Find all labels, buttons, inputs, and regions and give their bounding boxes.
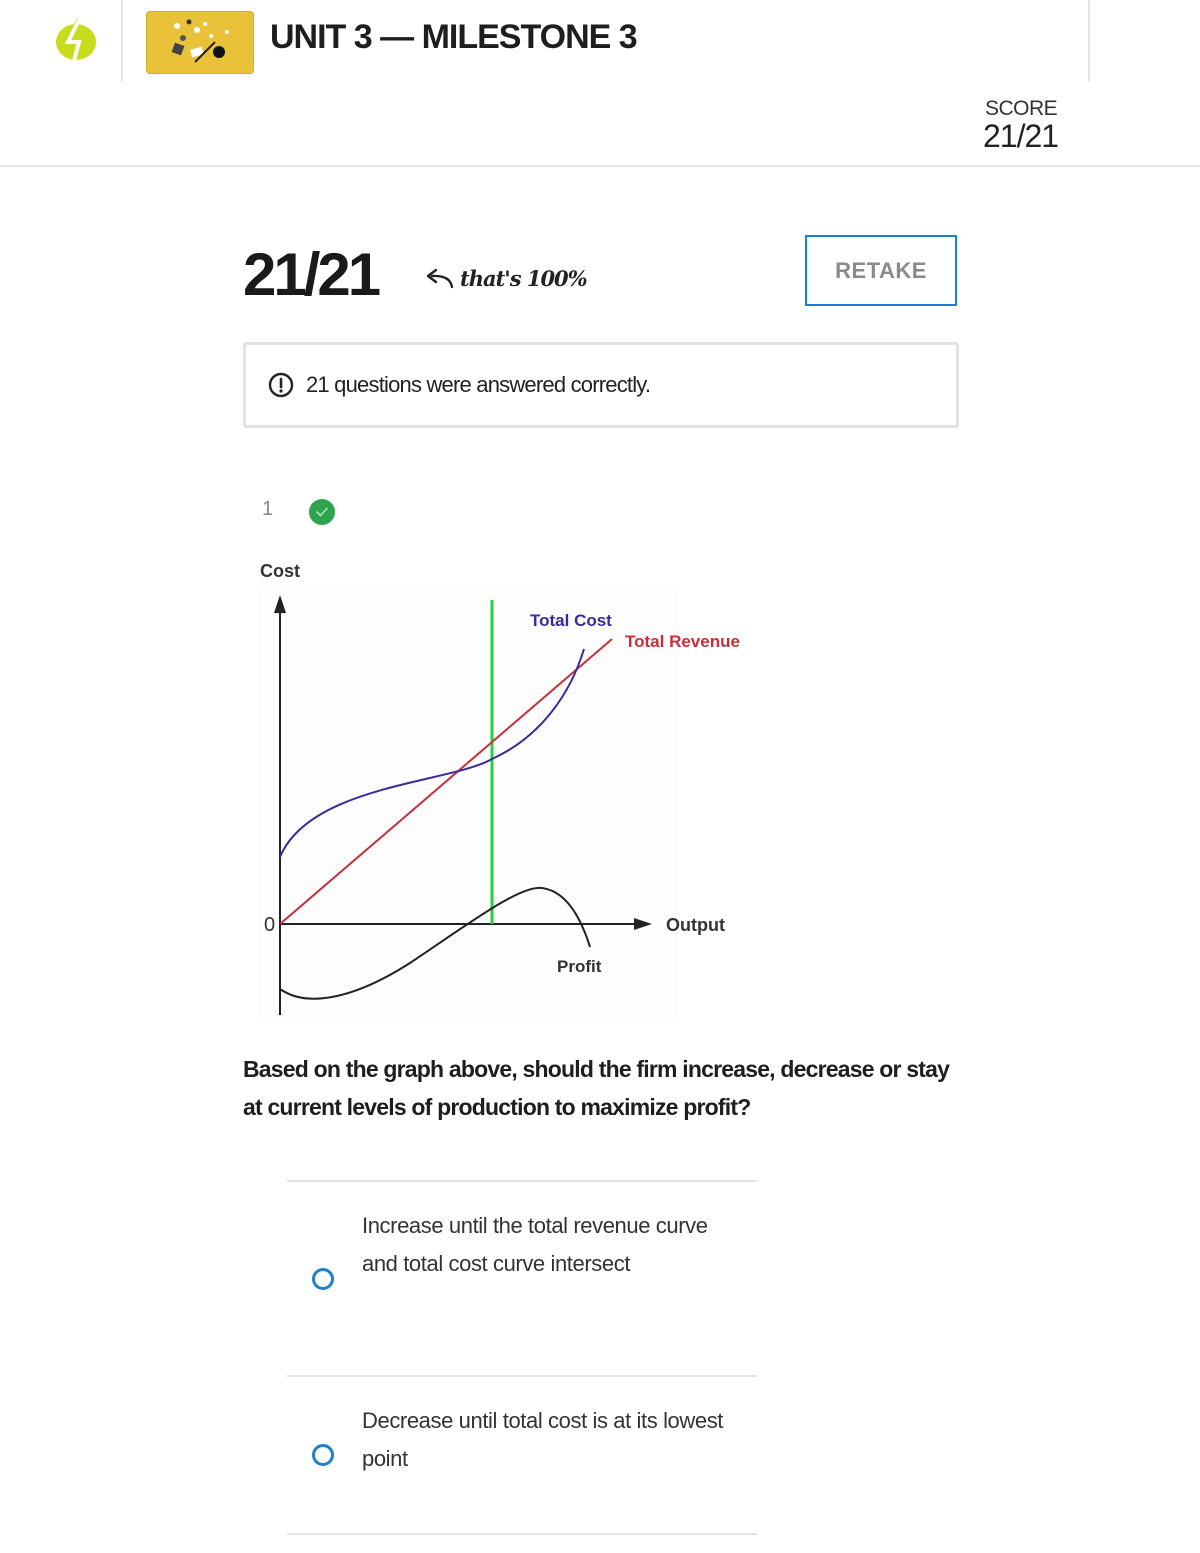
question-number: 1: [262, 498, 274, 520]
info-text: 21 questions were answered correctly.: [306, 372, 651, 397]
option-radio-1[interactable]: [312, 1268, 334, 1290]
milestone-thumbnail-icon: [146, 11, 254, 74]
result-score: 21/21: [243, 241, 379, 308]
total-cost-label: Total Cost: [530, 611, 612, 630]
header-divider-right: [1088, 0, 1090, 82]
result-info-box: [243, 342, 959, 428]
sophia-logo-icon[interactable]: [50, 12, 102, 72]
correct-check-icon: [308, 498, 336, 531]
option-divider: [287, 1533, 757, 1535]
option-radio-2[interactable]: [312, 1444, 334, 1466]
score-label: SCORE: [985, 97, 1058, 120]
y-axis-label: Cost: [260, 561, 300, 581]
header-divider: [121, 0, 123, 82]
profit-label: Profit: [557, 957, 602, 976]
page-title: UNIT 3 — MILESTONE 3: [270, 18, 637, 56]
answer-option-2[interactable]: [287, 1377, 757, 1533]
score-note-text: that's 100%: [460, 266, 587, 291]
score-value: 21/21: [983, 118, 1059, 154]
score-note: [422, 266, 587, 291]
top-header: [0, 0, 1200, 167]
curved-arrow-left-icon: [422, 267, 454, 291]
answer-option-1[interactable]: [287, 1182, 757, 1375]
chart-background: [258, 589, 678, 1019]
question-text: Based on the graph above, should the firm increase, decrease or stay at current levels of production to maximize profit?: [243, 1056, 950, 1120]
option-text-1: Increase until the total revenue curve and total cost curve intersect: [362, 1213, 708, 1276]
retake-button[interactable]: RETAKE: [805, 235, 957, 306]
x-axis-label: Output: [666, 915, 725, 935]
info-circle-icon: [268, 372, 294, 398]
cost-revenue-chart: [250, 555, 770, 1025]
total-revenue-label: Total Revenue: [625, 632, 740, 651]
origin-label: 0: [264, 914, 276, 936]
option-text-2: Decrease until total cost is at its lowest point: [362, 1408, 724, 1471]
